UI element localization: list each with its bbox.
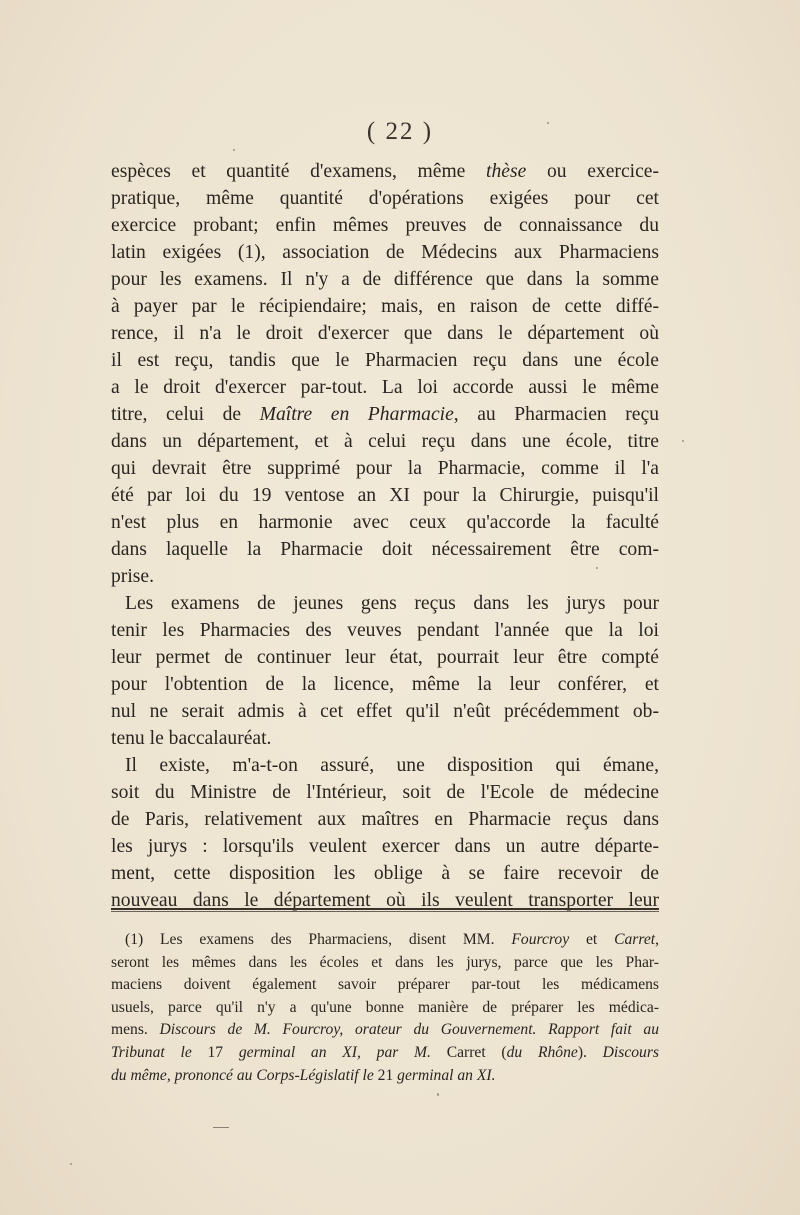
- paper-speck: [437, 1093, 439, 1096]
- text-line: titre, celui de Maître en Pharmacie, au Pharmacien reçu: [111, 404, 659, 425]
- signature-dash-mark: [213, 1127, 229, 1128]
- text-line: dans laquelle la Pharmacie doit nécessairement être com-: [111, 539, 659, 560]
- text-line: latin exigées (1), association de Médecins aux Pharmaciens: [111, 242, 659, 263]
- page-number: ( 22 ): [366, 118, 434, 145]
- footnote-line: du même, prononcé au Corps-Législatif le 21 germinal an XI.: [111, 1066, 496, 1084]
- text-line: n'est plus en harmonie avec ceux qu'accorde la faculté: [111, 512, 659, 533]
- text-line: ment, cette disposition les oblige à se faire recevoir de: [111, 863, 659, 884]
- text-line: soit du Ministre de l'Intérieur, soit de l'Ecole de médecine: [111, 782, 659, 803]
- text-line: nouveau dans le département où ils veulent transporter leur: [111, 890, 659, 911]
- text-line: dans un département, et à celui reçu dans une école, titre: [111, 431, 659, 452]
- paper-speck: [233, 149, 235, 151]
- text-line: a le droit d'exercer par-tout. La loi accorde aussi le même: [111, 377, 659, 398]
- text-line: prise.: [111, 566, 154, 587]
- text-line: qui devrait être supprimé pour la Pharmacie, comme il l'a: [111, 458, 659, 479]
- paper-speck: [596, 567, 598, 569]
- text-line: tenir les Pharmacies des veuves pendant l'année que la loi: [111, 620, 659, 641]
- footnotes: [111, 929, 659, 1087]
- footnote-separator-rule: [111, 908, 659, 912]
- paper-speck: [70, 1163, 72, 1165]
- text-line: rence, il n'a le droit d'exercer que dans le département où: [111, 323, 659, 344]
- text-line: les jurys : lorsqu'ils veulent exercer dans un autre départe-: [111, 836, 659, 857]
- text-line: pour l'obtention de la licence, même la leur conférer, et: [111, 674, 659, 695]
- paper-speck: [682, 440, 684, 442]
- footnote-line: seront les mêmes dans les écoles et dans les jurys, parce que les Phar-: [111, 953, 659, 971]
- text-line: espèces et quantité d'examens, même thèse ou exercice-: [111, 161, 659, 182]
- footnote-line: Tribunat le 17 germinal an XI, par M. Carret (du Rhône). Discours: [111, 1043, 659, 1061]
- text-line: été par loi du 19 ventose an XI pour la Chirurgie, puisqu'il: [111, 485, 659, 506]
- text-line: tenu le baccalauréat.: [111, 728, 272, 749]
- text-line: de Paris, relativement aux maîtres en Pharmacie reçus dans: [111, 809, 659, 830]
- text-line: nul ne serait admis à cet effet qu'il n'eût précédemment ob-: [111, 701, 659, 722]
- footnote-line: usuels, parce qu'il n'y a qu'une bonne manière de préparer les médica-: [111, 998, 659, 1016]
- paper-speck: [547, 122, 549, 124]
- text-line: leur permet de continuer leur état, pourrait leur être compté: [111, 647, 659, 668]
- text-line: à payer par le récipiendaire; mais, en raison de cette diffé-: [111, 296, 659, 317]
- text-line: il est reçu, tandis que le Pharmacien reçu dans une école: [111, 350, 659, 371]
- text-line: exercice probant; enfin mêmes preuves de connaissance du: [111, 215, 659, 236]
- text-line: Il existe, m'a-t-on assuré, une disposition qui émane,: [125, 755, 659, 776]
- footnote-line: mens. Discours de M. Fourcroy, orateur du Gouvernement. Rapport fait au: [111, 1021, 659, 1039]
- text-line: Les examens de jeunes gens reçus dans les jurys pour: [125, 593, 659, 614]
- footnote-line: maciens doivent également savoir préparer par-tout les médicamens: [111, 976, 659, 994]
- footnote-line: (1) Les examens des Pharmaciens, disent MM. Fourcroy et Carret,: [125, 931, 659, 948]
- text-line: pratique, même quantité d'opérations exigées pour cet: [111, 188, 659, 209]
- body-text: [111, 158, 659, 914]
- text-line: pour les examens. Il n'y a de différence que dans la somme: [111, 269, 659, 290]
